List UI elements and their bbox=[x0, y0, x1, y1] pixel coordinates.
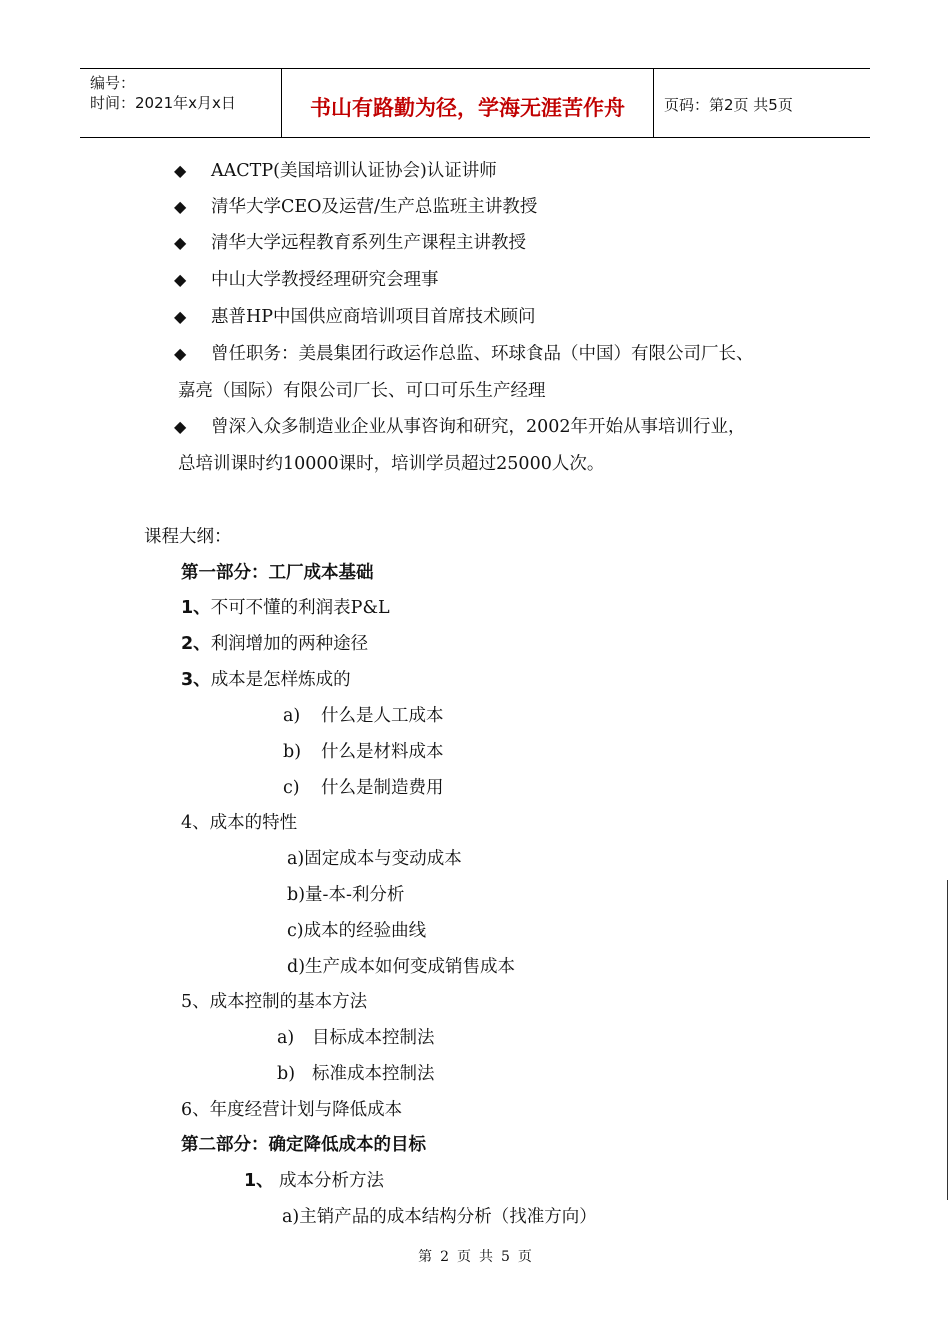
bullet-item: 曾深入众多制造业企业从事咨询和研究，2002年开始从事培训行业， bbox=[211, 417, 746, 437]
bullet-item: 惠普HP中国供应商培训项目首席技术顾问 bbox=[211, 307, 536, 327]
bullet-item: 清华大学CEO及运营/生产总监班主讲教授 bbox=[211, 197, 538, 217]
sub-item-number: a) bbox=[283, 706, 301, 726]
bullet-continuation: 总培训课时约10000课时，培训学员超过25000人次。 bbox=[178, 454, 605, 474]
item-number: 1、 bbox=[244, 1171, 274, 1191]
page-edge-line bbox=[947, 880, 948, 1200]
footer-word: 第 bbox=[418, 1249, 433, 1265]
list-item bbox=[181, 633, 368, 655]
item-text: 成本分析方法 bbox=[279, 1171, 384, 1191]
item-number: 2、 bbox=[181, 634, 211, 654]
footer-total-pages: 5 bbox=[501, 1249, 510, 1265]
footer-word: 共 bbox=[479, 1249, 493, 1265]
sub-item-text: 什么是人工成本 bbox=[321, 706, 444, 726]
sub-item: b)量-本-利分析 bbox=[287, 885, 405, 905]
diamond-bullet-icon: ◆ bbox=[174, 161, 187, 180]
sub-item: a)主销产品的成本结构分析（找准方向） bbox=[282, 1207, 597, 1227]
part2-title: 第二部分：确定降低成本的目标 bbox=[181, 1135, 426, 1155]
header-motto-cell bbox=[282, 69, 654, 137]
sub-item: a)固定成本与变动成本 bbox=[287, 849, 462, 869]
bullet-item: AACTP(美国培训认证协会)认证讲师 bbox=[211, 161, 497, 181]
sub-item: d)生产成本如何变成销售成本 bbox=[287, 957, 516, 977]
item-text: 成本是怎样炼成的 bbox=[210, 670, 351, 690]
item-number: 1、 bbox=[181, 598, 211, 618]
sub-item-number: b) bbox=[277, 1064, 296, 1084]
list-item bbox=[181, 597, 390, 619]
page-header bbox=[80, 68, 870, 138]
page-footer bbox=[0, 1246, 950, 1266]
outline-title: 课程大纲： bbox=[144, 527, 232, 547]
bullet-continuation: 嘉亮（国际）有限公司厂长、可口可乐生产经理 bbox=[178, 381, 546, 401]
number-label: 编号： bbox=[90, 74, 136, 92]
sub-item-number: c) bbox=[283, 778, 300, 798]
item-number: 3、 bbox=[181, 670, 211, 690]
sub-item-text: 什么是制造费用 bbox=[321, 778, 444, 798]
bullet-item: 曾任职务：美晨集团行政运作总监、环球食品（中国）有限公司厂长、 bbox=[211, 344, 754, 364]
diamond-bullet-icon: ◆ bbox=[174, 270, 187, 289]
header-page-cell bbox=[654, 69, 870, 137]
diamond-bullet-icon: ◆ bbox=[174, 233, 187, 252]
footer-word: 页 bbox=[517, 1249, 532, 1265]
list-item: 5、成本控制的基本方法 bbox=[181, 992, 368, 1012]
sub-item-text: 标准成本控制法 bbox=[312, 1064, 435, 1084]
list-item: 6、年度经营计划与降低成本 bbox=[181, 1100, 403, 1120]
item-text: 不可不懂的利润表P&L bbox=[210, 598, 390, 618]
diamond-bullet-icon: ◆ bbox=[174, 197, 187, 216]
motto: 书山有路勤为径，学海无涯苦作舟 bbox=[310, 96, 625, 120]
list-item bbox=[181, 669, 351, 691]
diamond-bullet-icon: ◆ bbox=[174, 344, 187, 363]
page-label: 页码：第2页 共5页 bbox=[664, 96, 793, 114]
footer-page-number: 2 bbox=[440, 1249, 449, 1265]
sub-item: c)成本的经验曲线 bbox=[287, 921, 427, 941]
sub-item-number: b) bbox=[283, 742, 302, 762]
sub-item-text: 目标成本控制法 bbox=[312, 1028, 435, 1048]
header-meta-cell bbox=[80, 69, 282, 137]
time-label: 时间：2021年x月x日 bbox=[90, 94, 236, 112]
sub-item-text: 什么是材料成本 bbox=[321, 742, 444, 762]
diamond-bullet-icon: ◆ bbox=[174, 307, 187, 326]
sub-item-number: a) bbox=[277, 1028, 295, 1048]
item-text: 利润增加的两种途径 bbox=[210, 634, 369, 654]
list-item: 4、成本的特性 bbox=[181, 813, 298, 833]
bullet-item: 中山大学教授经理研究会理事 bbox=[211, 270, 439, 290]
bullet-item: 清华大学远程教育系列生产课程主讲教授 bbox=[211, 233, 526, 253]
footer-word: 页 bbox=[457, 1249, 471, 1265]
diamond-bullet-icon: ◆ bbox=[174, 417, 187, 436]
part1-title: 第一部分：工厂成本基础 bbox=[181, 563, 374, 583]
